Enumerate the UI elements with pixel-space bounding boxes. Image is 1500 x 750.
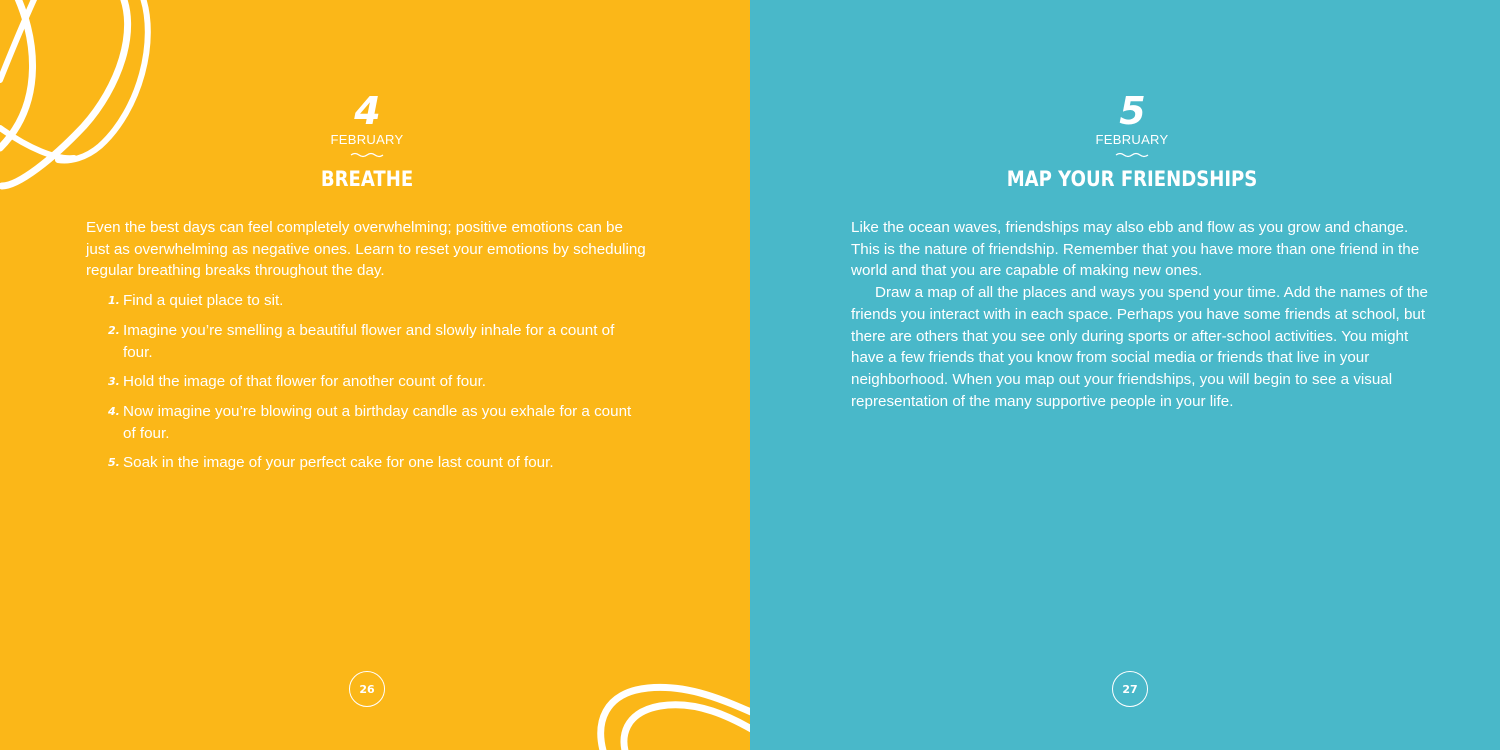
step-text: Imagine you’re smelling a beautiful flower and slowly inhale for a count of four. — [123, 321, 615, 361]
paragraph-1: Like the ocean waves, friendships may also ebb and flow as you grow and change. This is the nature of friendship. Remember that you have more than one friend in the world and that you are capable of making new ones. — [851, 219, 1420, 280]
intro-paragraph: Even the best days can feel completely overwhelming; positive emotions can be just as overwhelming as negative ones. Learn to reset your emotions by scheduling regular breathing breaks throughout the day. — [86, 219, 646, 280]
list-item — [86, 401, 643, 444]
wave-divider-icon — [350, 152, 384, 158]
step-text: Now imagine you’re blowing out a birthday candle as you exhale for a count of four. — [123, 402, 632, 442]
step-number: 1. — [108, 294, 120, 308]
day-number: 5 — [1119, 89, 1145, 133]
step-text: Hold the image of that flower for another count of four. — [123, 373, 487, 391]
step-text: Find a quiet place to sit. — [123, 292, 284, 310]
list-item — [86, 371, 643, 393]
right-page — [750, 0, 1500, 750]
breathing-steps-list — [86, 290, 646, 474]
step-number: 3. — [108, 375, 120, 389]
page-number-badge: 26 — [349, 671, 385, 707]
list-item — [86, 452, 643, 474]
entry-title: MAP YOUR FRIENDSHIPS — [1006, 167, 1258, 191]
step-number: 5. — [108, 456, 120, 470]
wave-divider-icon — [1115, 152, 1149, 158]
day-number: 4 — [354, 89, 380, 133]
entry-title: BREATHE — [320, 167, 414, 191]
right-page-header — [757, 89, 1500, 192]
left-page-header — [0, 89, 742, 192]
step-text: Soak in the image of your perfect cake for one last count of four. — [123, 454, 554, 472]
step-number: 4. — [108, 404, 120, 418]
month-label: FEBRUARY — [1095, 132, 1169, 147]
page-number-badge: 27 — [1112, 671, 1148, 707]
step-number: 2. — [108, 323, 120, 337]
list-item — [86, 290, 643, 312]
month-label: FEBRUARY — [330, 132, 404, 147]
list-item — [86, 320, 643, 363]
left-page-body — [86, 217, 646, 482]
paragraph-2: Draw a map of all the places and ways you spend your time. Add the names of the friends you interact with in each space. Perhaps you have some friends at school, but there are others that you see only during sports or after-school activities. You might have a few friends that you know from social media or friends that live in your neighborhood. When you map out your friendships, you will begin to see a visual representation of the many supportive people in your life. — [851, 284, 1428, 410]
right-page-body — [851, 217, 1431, 412]
